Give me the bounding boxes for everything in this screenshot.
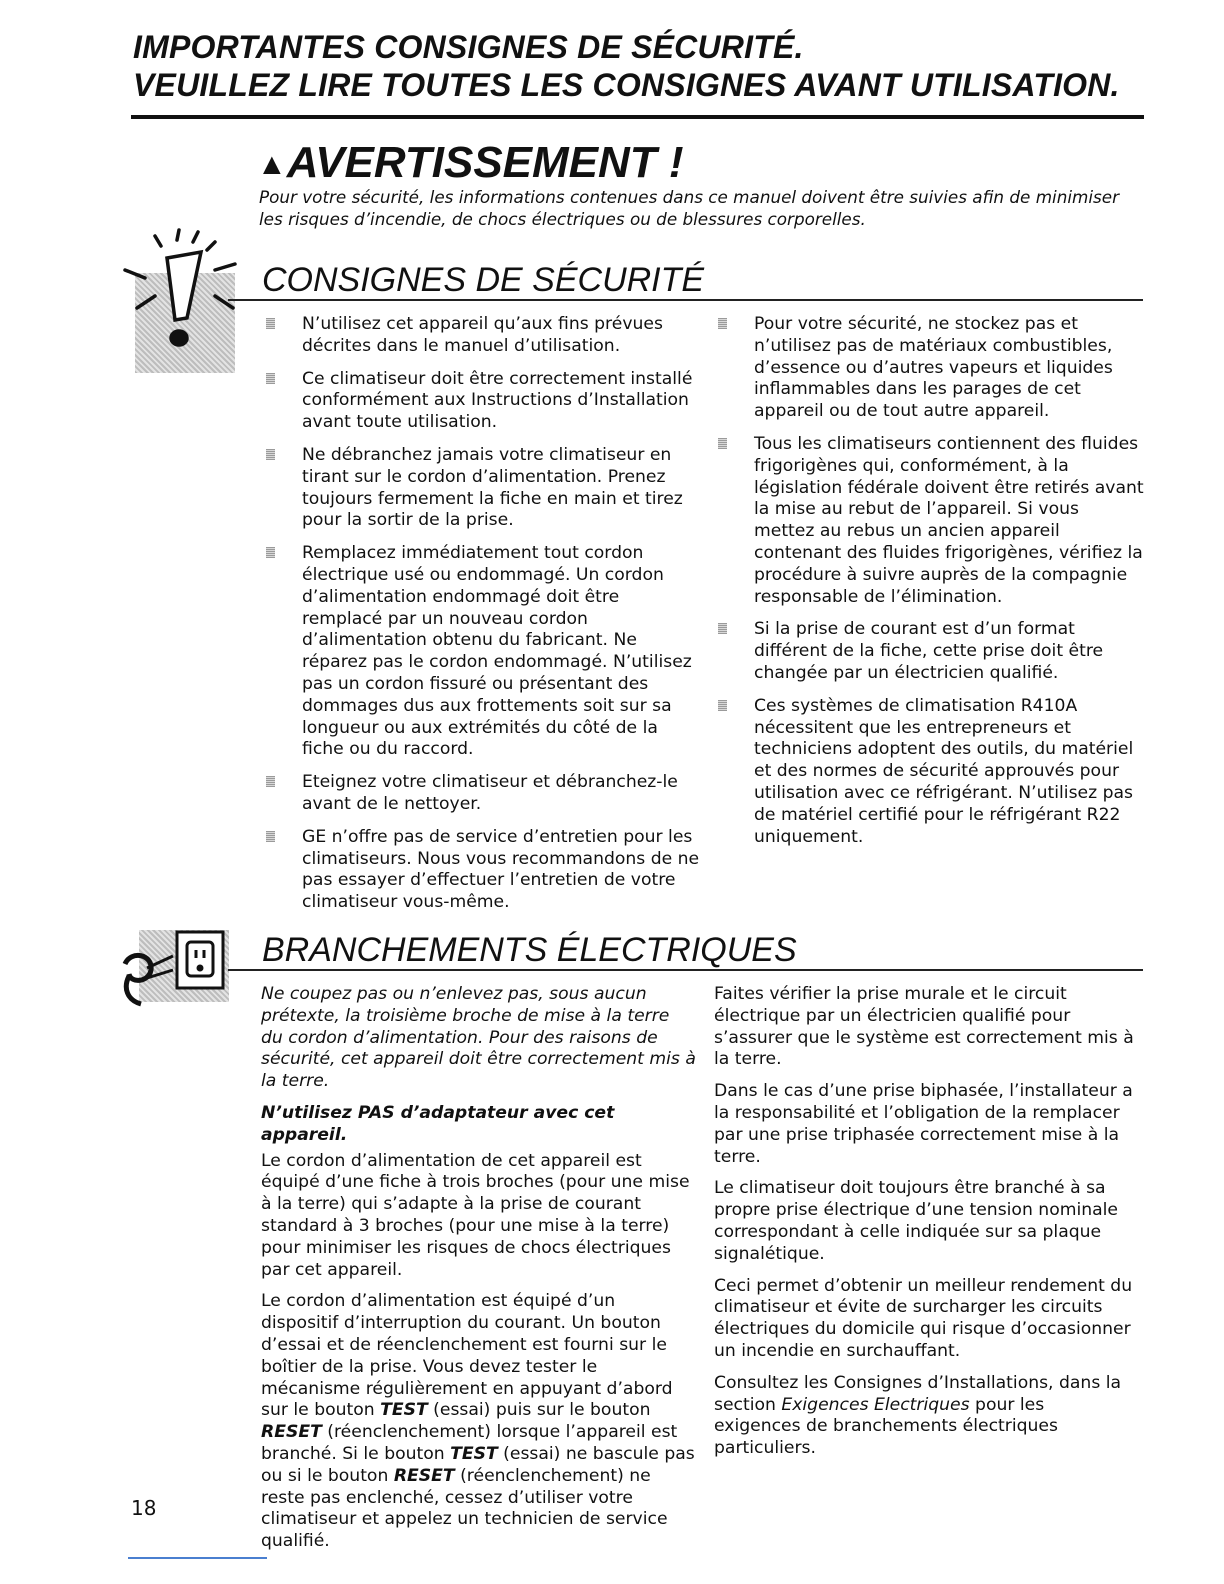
electrical-left-column <box>261 984 696 1563</box>
warning-triangle-icon: ▲ <box>257 148 287 181</box>
page-number: 18 <box>131 1496 157 1520</box>
plug-drawing <box>117 924 229 1024</box>
list-item-text: Remplacez immédiatement tout cordon électrique usé ou endommagé. Un cordon d’alimentation endommagé doit être remplacé par un nouveau cordon d’alimentation obtenu du fabricant. Ne réparez pas le cordon endommagé. N’utilisez pas un cordon fissuré ou présentant des dommages dus aux frottements soit sur sa longueur ou aux extrémités du côté de la fiche ou du raccord. <box>302 543 692 760</box>
list-item <box>714 619 1144 684</box>
test-label: TEST <box>380 1400 428 1421</box>
reset-label: RESET <box>261 1422 322 1443</box>
text-run: Le cordon d’alimentation est équipé d’un dispositif d’interruption du courant. Un bouton d’essai et de réenclenchement est fourni sur le boîtier de la prise. Vous devez tester le mécanisme régulièrement en appuyant d’abord sur le bouton <box>261 1291 673 1421</box>
list-item-text: Tous les climatiseurs contiennent des fluides frigorigènes qui, conformément, à la législation fédérale doivent être retirés avant la mise au rebut de l’appareil. Si vous mettez au rebus un ancien appareil contenant des fluides frigorigènes, vérifiez la procédure à suivre auprès de la compagnie responsable de l’élimination. <box>754 433 1144 607</box>
header-line-2: VEUILLEZ LIRE TOUTES LES CONSIGNES AVANT UTILISATION. <box>133 67 1120 103</box>
no-adapter-warning: N’utilisez PAS d’adaptateur avec cet appareil. <box>261 1102 615 1145</box>
ground-warning-text: Ne coupez pas ou n’enlevez pas, sous aucun prétexte, la troisième broche de mise à la terre du cordon d’alimentation. Pour des raisons de sécurité, cet appareil doit être correctement mis à la terre. <box>261 984 696 1092</box>
bullet-icon <box>266 547 275 558</box>
list-item-text: N’utilisez cet appareil qu’aux fins prévues décrites dans le manuel d’utilisation. <box>302 314 663 356</box>
installation-reference-text <box>714 1373 1134 1460</box>
bullet-icon <box>718 700 727 711</box>
bullet-icon <box>718 438 727 449</box>
test-reset-instructions <box>261 1291 696 1553</box>
bullet-icon <box>266 373 275 384</box>
plug-description: Le cordon d’alimentation de cet appareil est équipé d’une fiche à trois broches (pour une mise à la terre) qui s’adapte à la prise de courant standard à 3 broches (pour une mise à la terre) pour minimiser les risques de chocs électriques par cet appareil. <box>261 1150 690 1280</box>
bullet-icon <box>266 831 275 842</box>
bullet-icon <box>266 318 275 329</box>
bullet-icon <box>718 623 727 634</box>
list-item <box>262 314 702 358</box>
section-reference: Exigences Electriques <box>781 1394 970 1415</box>
text-run: (réenclenchement) ne reste pas enclenché, cessez d’utiliser votre climatiseur et appelez un technicien de service qualifié. <box>261 1465 668 1552</box>
page-header <box>133 28 1143 104</box>
exclamation-drawing <box>115 228 245 353</box>
list-item <box>714 434 1144 608</box>
list-item <box>262 827 702 914</box>
reset-label: RESET <box>393 1465 455 1486</box>
text-run: (réenclenchement) lorsque l’appareil est branché. Si le bouton <box>261 1422 678 1464</box>
warning-title <box>257 138 684 190</box>
safety-left-column <box>262 314 702 925</box>
warning-text: Pour votre sécurité, les informations contenues dans ce manuel doivent être suivies afin de minimiser les risques d’incendie, de chocs électriques ou de blessures corporelles. <box>259 187 1119 229</box>
list-item <box>262 445 702 532</box>
list-item <box>262 772 702 816</box>
safety-left-list <box>262 314 702 914</box>
list-item <box>262 369 702 434</box>
performance-text: Ceci permet d’obtenir un meilleur rendement du climatiseur et évite de surcharger les circuits électriques du domicile qui risque d’occasionner un incendie en surchauffant. <box>714 1275 1133 1361</box>
outlet-check-text: Faites vérifier la prise murale et le circuit électrique par un électricien qualifié pour s’assurer que le système est correctement mis à la terre. <box>714 984 1134 1070</box>
header-rule <box>131 115 1144 119</box>
list-item-text: Ne débranchez jamais votre climatiseur en tirant sur le cordon d’alimentation. Prenez toujours fermement la fiche en main et tirez pour la sortir de la prise. <box>302 444 683 531</box>
list-item-text: Pour votre sécurité, ne stockez pas et n’utilisez pas de matériaux combustibles, d’essence ou d’autres vapeurs et liquides inflammables dans les parages de cet appareil ou de tout autre appareil. <box>754 314 1113 422</box>
electrical-title: BRANCHEMENTS ÉLECTRIQUES <box>262 931 797 969</box>
test-label: TEST <box>450 1443 498 1464</box>
warning-title-text: AVERTISSEMENT ! <box>286 138 684 187</box>
list-item <box>714 314 1144 423</box>
two-prong-text: Dans le cas d’une prise biphasée, l’installateur a la responsabilité et l’obligation de la remplacer par une prise triphasée correctement mise à la terre. <box>714 1081 1133 1167</box>
dedicated-outlet-text: Le climatiseur doit toujours être branché à sa propre prise électrique d’une tension nominale correspondant à celle indiquée sur sa plaque signalétique. <box>714 1178 1118 1264</box>
safety-rule <box>228 299 1143 301</box>
list-item <box>714 696 1144 849</box>
bullet-icon <box>266 776 275 787</box>
safety-right-column <box>714 314 1144 859</box>
header-line-1: IMPORTANTES CONSIGNES DE SÉCURITÉ. <box>133 29 804 65</box>
safety-title: CONSIGNES DE SÉCURITÉ <box>262 261 705 299</box>
text-run: Consultez les Consignes d’Installations, dans la section <box>714 1372 1122 1415</box>
list-item-text: Ces systèmes de climatisation R410A nécessitent que les entrepreneurs et techniciens adoptent des outils, du matériel et des normes de sécurité approuvés pour utilisation avec ce réfrigérant. N’utilisez pas de matériel certifié pour le réfrigérant R22 uniquement. <box>754 695 1134 847</box>
bullet-icon <box>718 318 727 329</box>
list-item-text: Si la prise de courant est d’un format différent de la fiche, cette prise doit être changée par un électricien qualifié. <box>754 619 1104 683</box>
bullet-icon <box>266 449 275 460</box>
text-run: (essai) puis sur le bouton <box>427 1400 651 1421</box>
list-item <box>262 543 702 761</box>
plug-outlet-icon <box>117 924 227 1024</box>
electrical-rule <box>228 969 1143 971</box>
safety-right-list <box>714 314 1144 848</box>
text-run: (essai) ne bascule pas ou si le bouton <box>261 1443 695 1486</box>
text-run: pour les exigences de branchements électriques particuliers. <box>714 1394 1058 1459</box>
footer-line <box>128 1557 267 1559</box>
list-item-text: GE n’offre pas de service d’entretien pour les climatiseurs. Nous vous recommandons de ne pas essayer d’effectuer l’entretien de votre climatiseur vous-même. <box>302 826 700 913</box>
list-item-text: Eteignez votre climatiseur et débranchez-le avant de le nettoyer. <box>302 772 678 814</box>
list-item-text: Ce climatiseur doit être correctement installé conformément aux Instructions d’Installation avant toute utilisation. <box>302 368 693 433</box>
electrical-right-column <box>714 984 1134 1470</box>
exclamation-icon <box>115 228 245 348</box>
